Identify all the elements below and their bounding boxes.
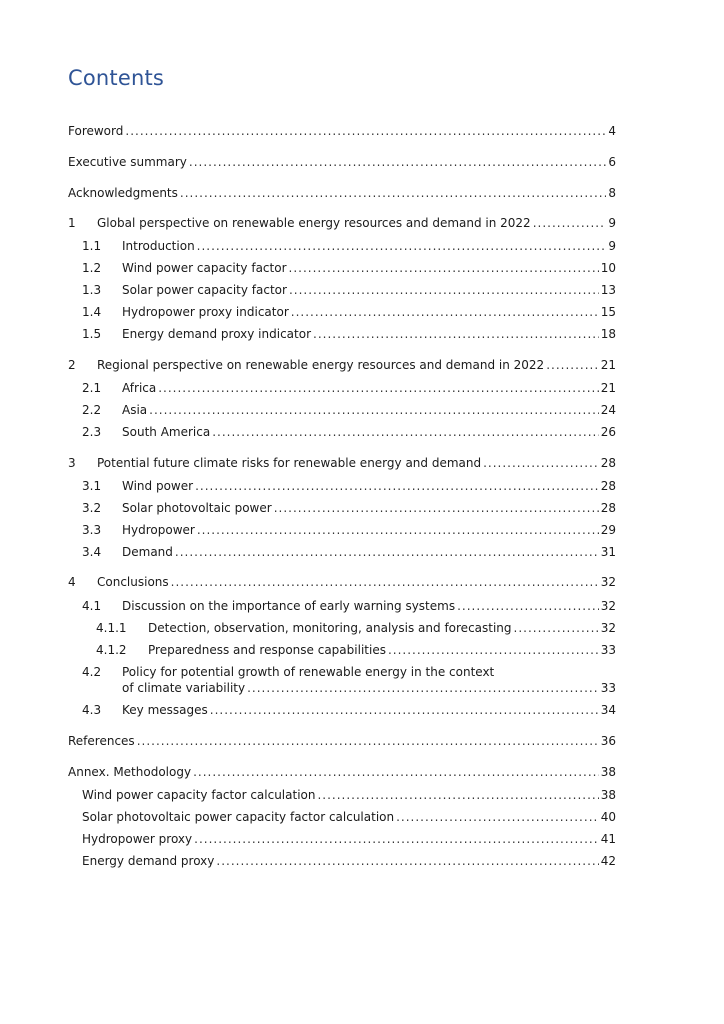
toc-entry[interactable] [96,643,616,658]
toc-entry[interactable] [68,124,616,139]
toc-leader [175,545,599,560]
toc-entry[interactable] [82,703,616,718]
toc-page: 26 [600,425,616,439]
toc-leader [396,810,599,825]
toc-label: References [68,734,135,748]
toc-leader [388,643,599,658]
toc-label: Energy demand proxy [82,854,215,868]
toc-page: 33 [600,681,616,695]
toc-entry[interactable] [82,425,616,440]
toc-leader [193,765,599,780]
toc-leader [189,155,606,170]
toc-label: Wind power capacity factor calculation [82,788,316,802]
toc-page: 32 [600,621,616,635]
toc-label: Discussion on the importance of early warning systems [122,599,456,613]
toc-label: Solar photovoltaic power capacity factor calculation [82,810,395,824]
toc-leader [125,124,606,139]
toc-page: 29 [600,523,616,537]
toc-leader [212,425,599,440]
toc-page: 38 [600,788,616,802]
toc-entry[interactable] [82,403,616,418]
toc-entry[interactable] [68,186,616,201]
toc-label: Acknowledgments [68,186,178,200]
toc-number: 4.2 [82,665,102,679]
toc-number: 4.1 [82,599,102,613]
toc-entry[interactable] [68,358,616,373]
toc-number: 3.2 [82,501,102,515]
toc-page: 41 [600,832,616,846]
toc-number: 3.4 [82,545,102,559]
toc-leader [171,575,599,590]
toc-number: 3.3 [82,523,102,537]
toc-number: 1.3 [82,283,102,297]
toc-entry[interactable] [68,734,616,749]
toc-page: 32 [600,575,616,589]
toc-label: Annex. Methodology [68,765,192,779]
toc-number: 4.3 [82,703,102,717]
toc-entry[interactable] [82,788,616,803]
toc-entry[interactable] [82,479,616,494]
toc-page: 40 [600,810,616,824]
toc-leader [149,403,599,418]
toc-leader [180,186,606,201]
toc-entry[interactable] [68,155,616,170]
toc-leader [546,358,599,373]
toc-leader [194,832,599,847]
toc-page: 31 [600,545,616,559]
toc-page: 18 [600,327,616,341]
toc-page: 33 [600,643,616,657]
toc-label: Wind power [122,479,194,493]
toc-page: 4 [608,124,616,138]
toc-leader [291,305,599,320]
toc-page: 28 [600,456,616,470]
toc-entry[interactable] [68,765,616,780]
toc-number: 1.5 [82,327,102,341]
toc-entry[interactable] [68,575,616,590]
toc-leader [457,599,599,614]
toc-label: Conclusions [97,575,169,589]
toc-label: Potential future climate risks for renewable energy and demand [97,456,482,470]
toc-page: 36 [600,734,616,748]
toc-label: Global perspective on renewable energy resources and demand in 2022 [97,216,531,230]
toc-number: 2.3 [82,425,102,439]
toc-number: 4.1.1 [96,621,127,635]
toc-label: Hydropower proxy [82,832,193,846]
toc-leader [317,788,598,803]
toc-label: Wind power capacity factor [122,261,287,275]
toc-page: 9 [608,216,616,230]
toc-label: Solar power capacity factor [122,283,287,297]
toc-number: 3 [68,456,76,470]
toc-number: 1.4 [82,305,102,319]
toc-page: 34 [600,703,616,717]
toc-leader [483,456,599,471]
toc-leader [289,261,599,276]
toc-page: 8 [608,186,616,200]
toc-entry[interactable] [68,216,616,231]
toc-number: 2.1 [82,381,102,395]
toc-entry[interactable] [122,681,616,696]
toc-page: 10 [600,261,616,275]
toc-label: Demand [122,545,173,559]
toc-entry[interactable] [82,501,616,516]
toc-number: 3.1 [82,479,102,493]
toc-entry[interactable] [82,239,616,254]
toc-page: 9 [608,239,616,253]
toc-page: 21 [600,358,616,372]
toc-number: 1.2 [82,261,102,275]
toc-label: Executive summary [68,155,187,169]
toc-label: Detection, observation, monitoring, analysis and forecasting [148,621,512,635]
toc-page: 42 [600,854,616,868]
toc-leader [514,621,599,636]
toc-leader [195,479,599,494]
toc-entry[interactable] [82,599,616,614]
toc-leader [158,381,598,396]
toc-leader [247,681,599,696]
toc-label: Introduction [122,239,195,253]
toc-leader [210,703,599,718]
toc-entry[interactable] [82,832,616,847]
toc-page: 28 [600,501,616,515]
toc-entry[interactable] [82,854,616,869]
toc-leader [197,523,599,538]
toc-page: 32 [600,599,616,613]
toc-label: Key messages [122,703,208,717]
toc-page: 6 [608,155,616,169]
toc-number: 1 [68,216,76,230]
toc-leader [313,327,599,342]
toc-number: 2 [68,358,76,372]
toc-leader [216,854,598,869]
toc-label: Asia [122,403,148,417]
toc-label: Foreword [68,124,124,138]
toc-page: 38 [600,765,616,779]
toc-label: Policy for potential growth of renewable energy in the context [122,665,495,679]
toc-page: 28 [600,479,616,493]
toc-entry[interactable] [82,523,616,538]
toc-entry[interactable] [82,381,616,396]
toc-entry[interactable] [82,305,616,320]
toc-entry[interactable] [82,261,616,276]
toc-entry[interactable] [96,621,616,636]
toc-label-continued: of climate variability [122,681,246,695]
toc-leader [274,501,599,516]
toc-leader [197,239,607,254]
toc-number: 4.1.2 [96,643,127,657]
toc-entry[interactable] [82,283,616,298]
toc-entry[interactable] [82,810,616,825]
toc-label: Regional perspective on renewable energy resources and demand in 2022 [97,358,545,372]
toc-label: Preparedness and response capabilities [148,643,386,657]
toc-number: 4 [68,575,76,589]
toc-label: Energy demand proxy indicator [122,327,312,341]
toc-page: 13 [600,283,616,297]
toc-leader [533,216,607,231]
toc-page: 15 [600,305,616,319]
toc-label: South America [122,425,211,439]
toc-page: 24 [600,403,616,417]
toc-entry[interactable] [82,545,616,560]
toc-label: Solar photovoltaic power [122,501,272,515]
toc-label: Africa [122,381,157,395]
toc-label: Hydropower proxy indicator [122,305,289,319]
toc-entry[interactable] [68,456,616,471]
toc-leader [289,283,599,298]
toc-page: 21 [600,381,616,395]
toc-number: 1.1 [82,239,102,253]
page-title: Contents [68,66,165,90]
toc-number: 2.2 [82,403,102,417]
toc-entry[interactable] [82,327,616,342]
toc-label: Hydropower [122,523,195,537]
toc-entry-first-line[interactable] [82,665,494,680]
toc-leader [137,734,599,749]
